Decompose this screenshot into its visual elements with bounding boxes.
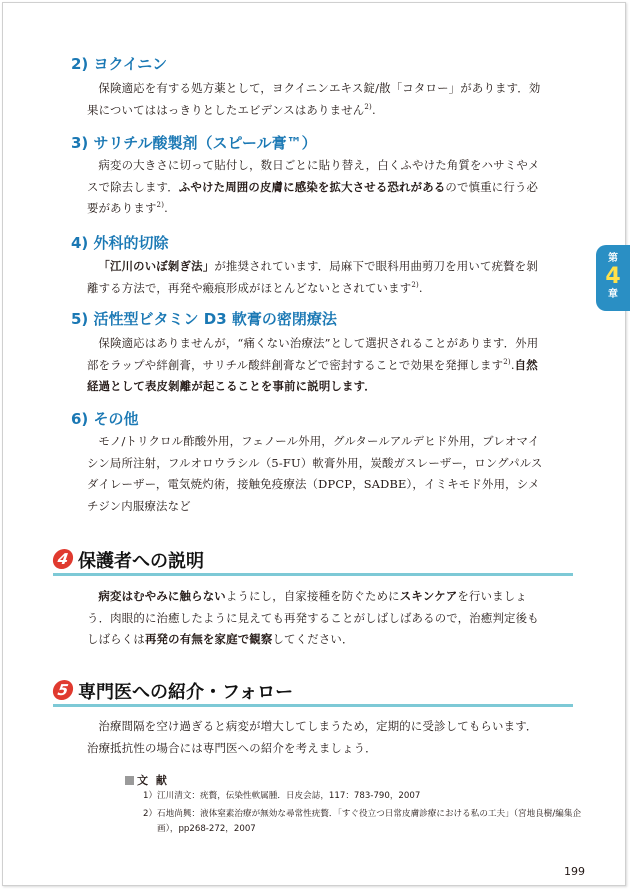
chapter-tab-suffix: 章: [608, 289, 618, 300]
chapter-tab-number: 4: [605, 264, 621, 289]
paragraph-surgical: 「江川のいぼ剝ぎ法」が推奨されています．局麻下で眼科用曲剪刀を用いて疣贅を剝離する方法で，再発や瘢痕形成がほとんどないとされています$^{2)}$.: [87, 259, 538, 295]
subheading-yokuinin: 2) ヨクイニン: [71, 55, 168, 73]
subheading-others: 6) その他: [71, 410, 139, 428]
paragraph-referral: 治療間隔を空け過ぎると病変が増大してしまうため，定期的に受診してもらいます．治療抵抗性の場合には専門医への紹介を考えましょう．: [87, 719, 538, 755]
chapter-tab: [596, 245, 630, 311]
references-heading: 文 献: [125, 772, 169, 788]
section-header-referral: [53, 680, 573, 707]
chapter-tab-prefix: 第: [608, 253, 618, 264]
section-header-guardian: [53, 549, 573, 576]
section-number-badge: 5: [52, 680, 75, 700]
paragraph-vitamin-d3: 保険適応はありませんが，“痛くない治療法”として選択されることがあります．外用部をラップや絆創膏，サリチル酸絆創膏などで密封することで効果を発揮します$^{2)}$.自然経過として表皮剝離が起こることを事前に説明します．: [87, 336, 539, 393]
subheading-salicylic: 3) サリチル酸製剤（スピール膏™）: [71, 134, 317, 152]
reference-item: 1）江川清文：疣贅，伝染性軟属腫．日皮会誌，117：783-790，2007: [143, 791, 421, 801]
paragraph-guardian: 病変はむやみに触らないようにし，自家接種を防ぐためにスキンケアを行いましょう．肉眼的に治癒したように見えても再発することがしばしばあるので，治癒判定後もしばらくは再発の有無を家庭で観察してください．: [87, 589, 539, 646]
square-bullet-icon: [125, 776, 134, 785]
reference-item: 2）石地尚興：液体窒素治療が無効な尋常性疣贅．「すぐ役立つ日常皮膚診療における私の工夫」（宮地良樹/編集企画），pp268-272，2007: [143, 809, 582, 834]
page: [2, 2, 626, 886]
paragraph-yokuinin: 保険適応を有する処方薬として，ヨクイニンエキス錠/散「コタロー」があります．効果についてははっきりとしたエビデンスはありません$^{2)}$.: [87, 81, 541, 117]
page-number: 199: [564, 865, 585, 878]
paragraph-others: モノ/トリクロル酢酸外用，フェノール外用，グルタールアルデヒド外用，ブレオマイシン局所注射，フルオロウラシル（5-FU）軟膏外用，炭酸ガスレーザー，ロングパルスダイレーザー，電気焼灼術，接触免疫療法（DPCP，SADBE），イミキモド外用，シメチジン内服療法など: [87, 434, 543, 513]
section-title-referral: 専門医への紹介・フォロー: [78, 682, 294, 703]
paragraph-salicylic: 病変の大きさに切って貼付し，数日ごとに貼り替え，白くふやけた角質をハサミやメスで除去します．ふやけた周囲の皮膚に感染を拡大させる恐れがあるので慎重に行う必要があります$^{2)}$.: [87, 158, 540, 215]
section-number-badge: 4: [52, 549, 75, 569]
subheading-vitamin-d3: 5) 活性型ビタミン D3 軟膏の密閉療法: [71, 310, 337, 328]
subheading-surgical: 4) 外科的切除: [71, 234, 169, 252]
section-title-guardian: 保護者への説明: [78, 551, 204, 572]
